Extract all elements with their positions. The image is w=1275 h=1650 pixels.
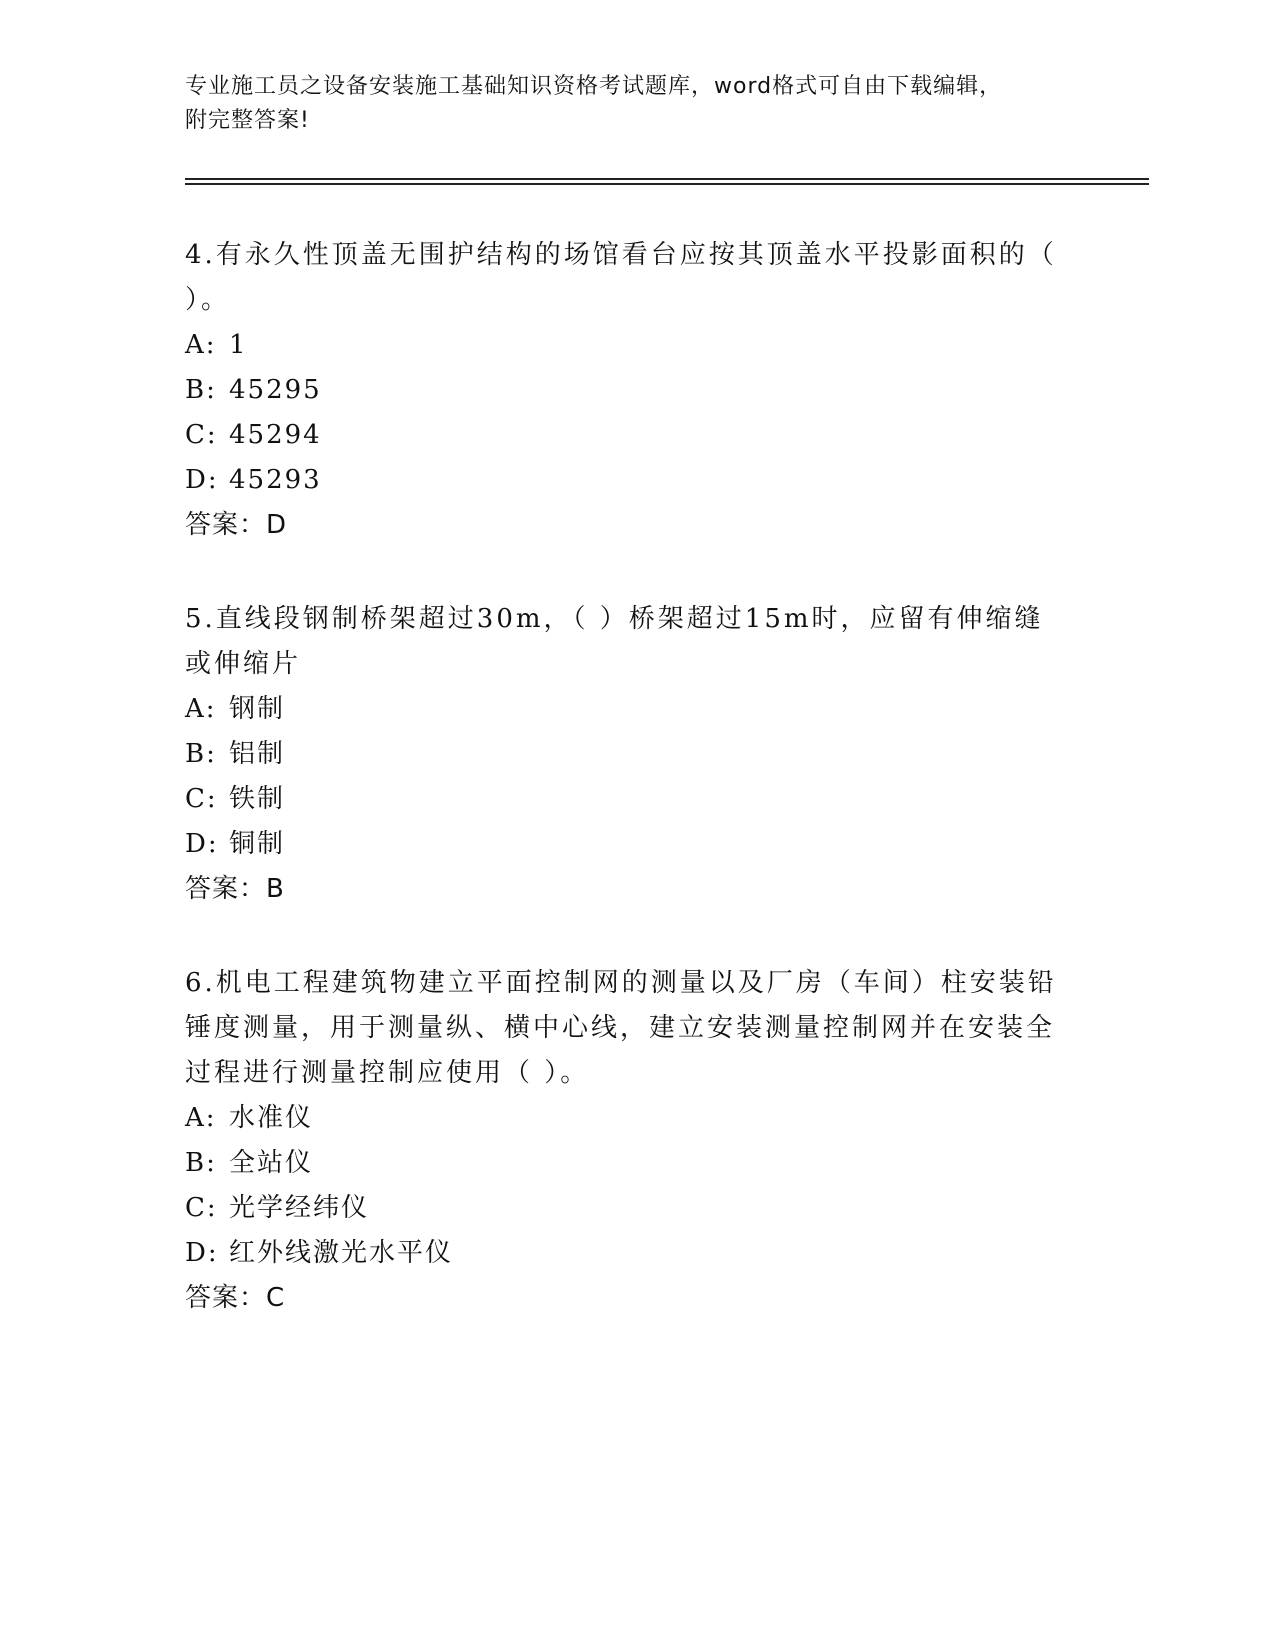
header-line-1: 专业施工员之设备安装施工基础知识资格考试题库，word格式可自由下载编辑，: [185, 74, 1003, 99]
option-key: D:: [185, 829, 219, 859]
option-value: 水准仪: [229, 1103, 314, 1133]
option-value: 45294: [229, 420, 322, 450]
question-6: [185, 961, 1065, 1321]
option-d: [185, 822, 1065, 867]
option-value: 铁制: [229, 784, 286, 814]
option-key: A:: [185, 330, 217, 360]
header-divider-top: [185, 178, 1149, 180]
answer-line: 答案：B: [185, 874, 285, 904]
option-d: [185, 458, 1065, 503]
option-c: [185, 1186, 1065, 1231]
option-b: [185, 732, 1065, 777]
document-header: [185, 70, 1085, 138]
option-value: 钢制: [229, 694, 286, 724]
option-key: B:: [185, 1148, 217, 1178]
answer-line: 答案：D: [185, 510, 288, 540]
option-a: [185, 1096, 1065, 1141]
option-value: 45293: [229, 465, 322, 495]
answer-line: 答案：C: [185, 1283, 286, 1313]
question-text: 6.机电工程建筑物建立平面控制网的测量以及厂房（车间）柱安装铅锤度测量，用于测量纵、横中心线，建立安装测量控制网并在安装全过程进行测量控制应使用（ ）。: [185, 968, 1057, 1088]
question-text: 5.直线段钢制桥架超过30m，（ ）桥架超过15m时，应留有伸缩缝或伸缩片: [185, 604, 1044, 679]
question-text: 4.有永久性顶盖无围护结构的场馆看台应按其顶盖水平投影面积的（ ）。: [185, 240, 1057, 315]
option-b: [185, 1141, 1065, 1186]
option-value: 45295: [229, 375, 322, 405]
option-value: 1: [229, 330, 248, 360]
option-value: 铝制: [229, 739, 286, 769]
question-5: [185, 597, 1065, 912]
option-key: C:: [185, 1193, 218, 1223]
option-key: B:: [185, 375, 217, 405]
header-line-2: 附完整答案!: [185, 108, 310, 133]
option-key: D:: [185, 465, 219, 495]
option-a: [185, 687, 1065, 732]
option-c: [185, 413, 1065, 458]
option-key: D:: [185, 1238, 219, 1268]
option-value: 红外线激光水平仪: [229, 1238, 454, 1268]
option-key: A:: [185, 1103, 217, 1133]
option-key: B:: [185, 739, 217, 769]
option-value: 全站仪: [229, 1148, 314, 1178]
option-b: [185, 368, 1065, 413]
header-divider-bottom: [185, 183, 1149, 185]
option-d: [185, 1231, 1065, 1276]
question-4: [185, 233, 1065, 548]
option-key: A:: [185, 694, 217, 724]
option-value: 铜制: [229, 829, 286, 859]
option-a: [185, 323, 1065, 368]
option-value: 光学经纬仪: [229, 1193, 370, 1223]
option-key: C:: [185, 420, 218, 450]
option-key: C:: [185, 784, 218, 814]
option-c: [185, 777, 1065, 822]
